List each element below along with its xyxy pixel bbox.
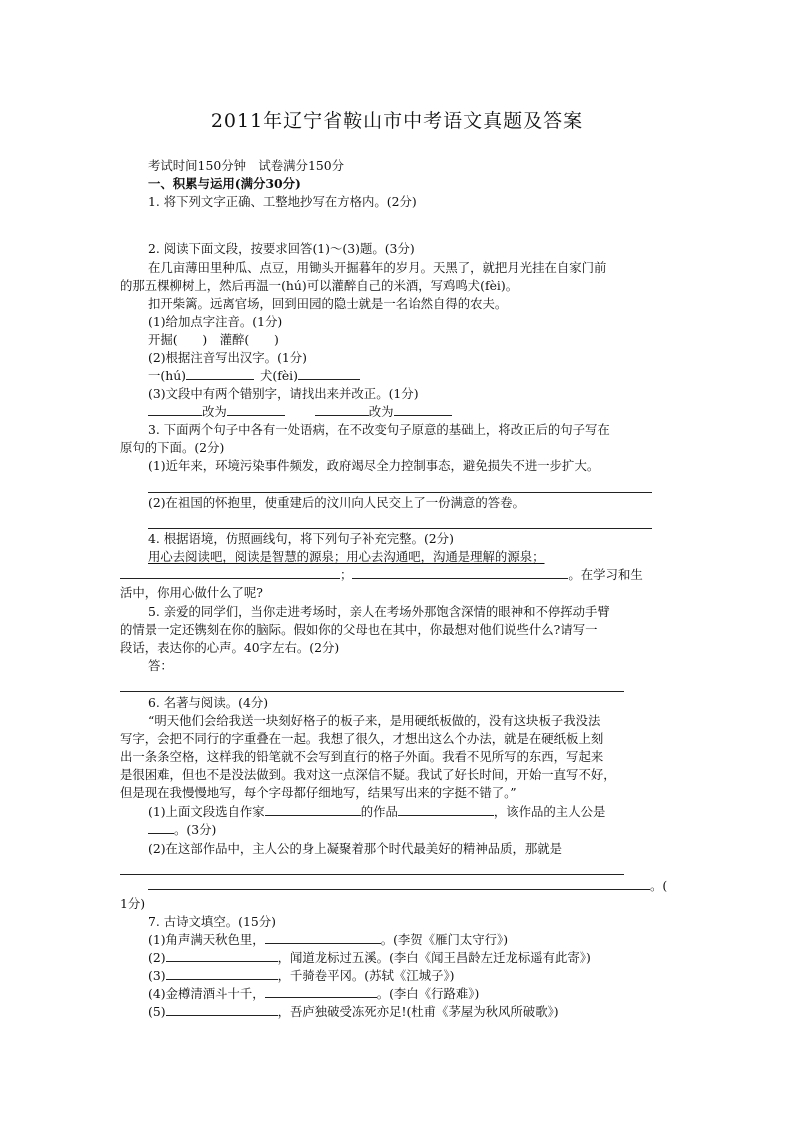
poem-line-5 <box>148 1003 559 1021</box>
answer-blank[interactable] <box>315 403 369 416</box>
poem-line-number: (3) <box>148 968 166 983</box>
question-2-sub-3-answer <box>148 403 452 421</box>
answer-label: 答： <box>148 658 173 673</box>
question-5-line: 5. 亲爱的同学们，当你走进考场时，亲人在考场外那饱含深情的眼神和不停挥动手臂 <box>148 604 610 619</box>
answer-blank[interactable] <box>298 367 360 380</box>
sub-1-suffix: ，该作品的主人公是 <box>493 804 606 819</box>
poem-line-2 <box>148 949 591 967</box>
poem-line-3 <box>148 967 455 985</box>
answer-line[interactable] <box>148 492 652 493</box>
sub-2-end: 。( <box>650 878 668 893</box>
question-6-passage-line: 是很困难，但也不是没法做到。我对这一点深信不疑。我试了好长时间，开始一直写不好， <box>120 767 616 782</box>
poem-line-1 <box>148 931 508 949</box>
poem-line-text: ，吾庐独破受冻死亦足!(杜甫《茅屋为秋风所破歌》) <box>277 1004 559 1019</box>
poem-line-4 <box>148 985 479 1003</box>
poem-line-number: (2) <box>148 950 166 965</box>
question-3-sub-2: (2)在祖国的怀抱里，使重建后的汶川向人民交上了一份满意的答卷。 <box>148 495 525 510</box>
question-3-sub-1: (1)近年来，环境污染事件频发，政府竭尽全力控制事态，避免损失不进一步扩大。 <box>148 458 600 473</box>
answer-blank[interactable] <box>186 367 254 380</box>
answer-blank[interactable] <box>166 949 278 962</box>
question-4-line: 活中，你用心做什么了呢? <box>120 585 263 600</box>
question-4-answer <box>120 566 643 584</box>
pinyin-hu: 一(hú) <box>148 368 187 383</box>
question-4-model-sentence: 用心去阅读吧，阅读是智慧的源泉；用心去沟通吧，沟通是理解的源泉； <box>148 549 545 564</box>
poem-line-text: (1)角声满天秋色里， <box>148 932 265 947</box>
answer-blank[interactable] <box>166 1003 278 1016</box>
question-2-sub-3: (3)文段中有两个错别字，请找出来并改正。(1分) <box>148 386 419 401</box>
exam-info: 考试时间150分钟 试卷满分150分 <box>148 158 344 173</box>
pinyin-fei: 犬(fèi) <box>260 368 298 383</box>
question-6-stem: 6. 名著与阅读。(4分) <box>148 695 269 710</box>
question-2-passage-line: 在几亩薄田里种瓜、点豆，用锄头开掘暮年的岁月。天黑了，就把月光挂在自家门前 <box>148 260 607 275</box>
question-6-sub-1-end <box>148 821 216 839</box>
section-heading: 一、积累与运用(满分30分) <box>148 176 301 191</box>
poem-line-source: 。(李贺《雁门太守行》) <box>380 932 509 947</box>
question-3-stem: 3. 下面两个句子中各有一处语病，在不改变句子原意的基础上，将改正后的句子写在 <box>148 422 610 437</box>
sub-1-middle: 的作品 <box>360 804 398 819</box>
question-5-line: 段话，表达你的心声。40字左右。(2分) <box>120 640 340 655</box>
change-to-label: 改为 <box>202 404 227 419</box>
question-6-passage-line: 但是现在我慢慢地写，每个字母都仔细地写，结果写出来的字挺不错了。” <box>120 785 517 800</box>
answer-blank[interactable] <box>227 403 285 416</box>
question-6-passage-line: 写字，会把不同行的字重叠在一起。我想了很久，才想出这么个办法，就是在硬纸板上刻 <box>120 731 604 746</box>
question-6-sub-2: (2)在这部作品中，主人公的身上凝聚着那个时代最美好的精神品质，那就是 <box>148 841 563 856</box>
poem-line-text: (4)金樽清酒斗十千， <box>148 986 265 1001</box>
question-7-stem: 7. 古诗文填空。(15分) <box>148 914 276 929</box>
answer-blank[interactable] <box>394 403 452 416</box>
poem-line-number: (5) <box>148 1004 166 1019</box>
answer-blank[interactable] <box>120 566 340 579</box>
poem-line-source: 。(李白《行路难》) <box>376 986 480 1001</box>
answer-blank[interactable] <box>148 821 174 834</box>
answer-blank[interactable] <box>352 566 568 579</box>
question-2-sub-2: (2)根据注音写出汉字。(1分) <box>148 350 308 365</box>
answer-blank[interactable] <box>265 803 361 816</box>
question-4-stem: 4. 根据语境，仿照画线句，将下列句子补充完整。(2分) <box>148 531 454 546</box>
question-6-sub-2-points: 1分) <box>120 896 146 911</box>
question-2-sub-1: (1)给加点字注音。(1分) <box>148 314 283 329</box>
question-6-sub-1 <box>148 803 605 821</box>
semicolon: ； <box>340 567 353 582</box>
answer-blank[interactable] <box>148 877 650 890</box>
answer-line[interactable] <box>120 874 624 875</box>
answer-blank[interactable] <box>265 985 377 998</box>
question-1: 1. 将下列文字正确、工整地抄写在方格内。(2分) <box>148 194 417 209</box>
question-3-stem: 原句的下面。(2分) <box>120 440 225 455</box>
question-5-line: 的情景一定还镌刻在你的脑际。假如你的父母也在其中，你最想对他们说些什么?请写一 <box>120 622 598 637</box>
question-4-tail: 。在学习和生 <box>568 567 643 582</box>
answer-line[interactable] <box>148 528 652 529</box>
question-2-passage-line: 扣开柴篱。远离官场，回到田园的隐士就是一名诒然自得的农夫。 <box>148 296 508 311</box>
question-2-sub-1-answer: 开掘( ) 灌醉( ) <box>148 332 279 347</box>
document-title: 2011年辽宁省鞍山市中考语文真题及答案 <box>210 110 584 132</box>
poem-line-text: ，闻道龙标过五溪。(李白《闻王昌龄左迁龙标遥有此寄》) <box>277 950 591 965</box>
question-2-sub-2-answer <box>148 367 360 385</box>
question-6-sub-2-answer <box>148 877 667 895</box>
answer-blank[interactable] <box>166 967 278 980</box>
sub-1-points: 。(3分) <box>174 822 217 837</box>
question-2-passage-line: 的那五棵柳树上，然后再温一(hú)可以灌醉自己的米酒，写鸡鸣犬(fèi)。 <box>120 278 519 293</box>
poem-line-text: ，千骑卷平冈。(苏轼《江城子》) <box>277 968 455 983</box>
answer-blank[interactable] <box>148 403 202 416</box>
question-6-passage-line: “明天他们会给我送一块刻好格子的板子来，是用硬纸板做的，没有这块板子我没法 <box>148 713 601 728</box>
question-2-stem: 2. 阅读下面文段，按要求回答(1)～(3)题。(3分) <box>148 241 415 256</box>
sub-1-prefix: (1)上面文段选自作家 <box>148 804 265 819</box>
answer-line[interactable] <box>120 691 624 692</box>
question-6-passage-line: 出一条条空格，这样我的铅笔就不会写到直行的格子外面。我看不见所写的东西，写起来 <box>120 749 604 764</box>
answer-blank[interactable] <box>265 931 381 944</box>
answer-blank[interactable] <box>398 803 494 816</box>
change-to-label: 改为 <box>368 404 394 419</box>
